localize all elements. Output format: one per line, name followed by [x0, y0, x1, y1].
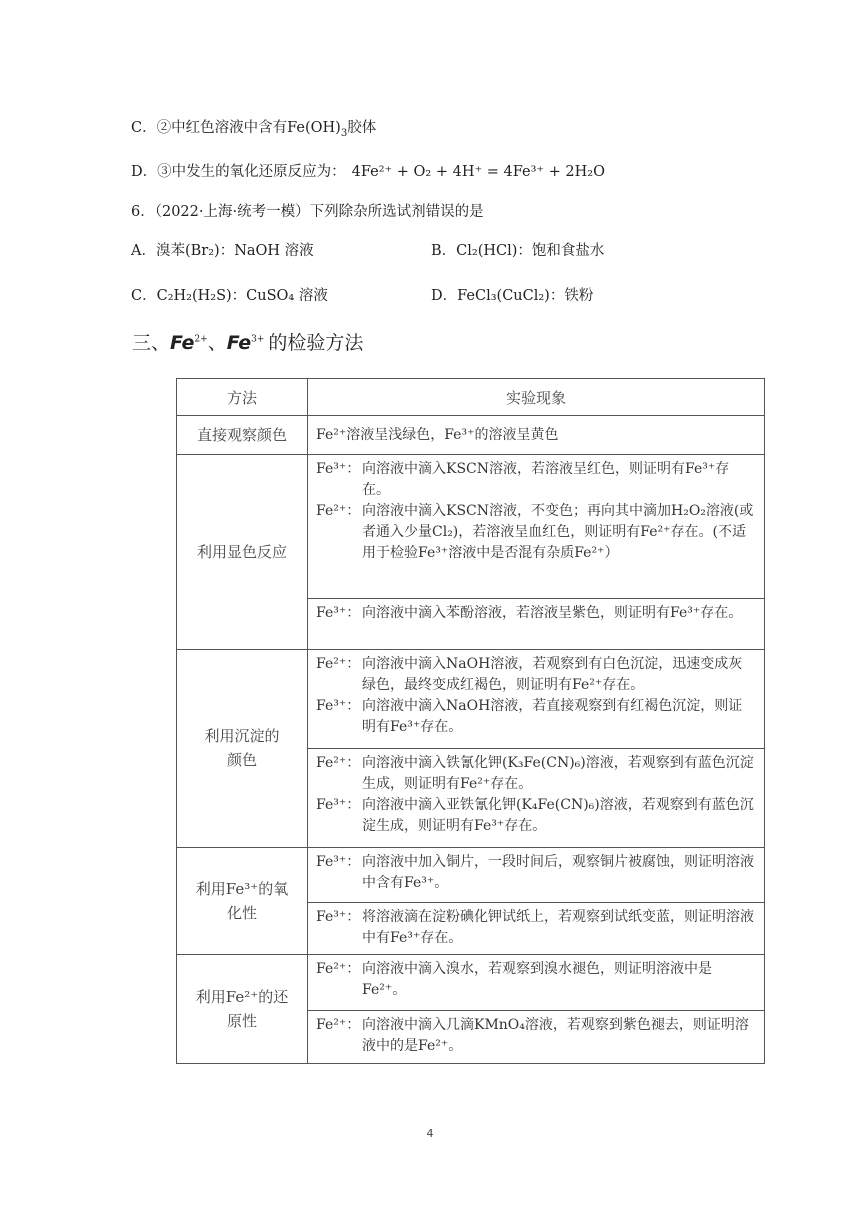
desc-precip-1 — [308, 649, 765, 748]
option-d-label: D． — [131, 164, 158, 180]
entry-color-2a — [316, 603, 756, 624]
entry-tag: Fe²⁺： — [316, 502, 361, 519]
method-red — [177, 954, 308, 1064]
q6-option-b — [431, 241, 604, 261]
method-precip-line1: 利用沉淀的 — [204, 727, 280, 746]
q6-option-b-label: B． — [431, 243, 457, 259]
question-6-stem: 6．（2022·上海·统考一模）下列除杂所选试剂错误的是 — [131, 204, 484, 220]
option-d — [131, 162, 605, 182]
option-d-equation: 4Fe²⁺ + O₂ + 4H⁺ = 4Fe³⁺ + 2H₂O — [351, 164, 605, 180]
entry-tag: Fe²⁺： — [316, 1017, 361, 1034]
entry-tag: Fe³⁺： — [316, 854, 361, 871]
entry-text: 向溶液中滴入苯酚溶液，若溶液呈紫色，则证明有Fe³⁺存在。 — [362, 604, 743, 621]
entry-oxid-1a — [316, 852, 756, 894]
section-ion-1-charge: 2+ — [194, 334, 208, 345]
section-ion-2: Fe — [226, 332, 252, 354]
q6-option-d — [431, 286, 593, 306]
entry-precip-2b — [316, 795, 756, 837]
q6-option-c — [131, 286, 328, 306]
entry-tag: Fe²⁺： — [316, 754, 361, 771]
entry-color-1b — [316, 501, 756, 564]
q6-option-c-label: C． — [131, 288, 157, 304]
entry-text: 向溶液中滴入几滴KMnO₄溶液，若观察到紫色褪去，则证明溶液中的是Fe²⁺。 — [362, 1017, 749, 1055]
method-oxid-line2: 化性 — [226, 903, 257, 922]
option-c-text-after: 胶体 — [347, 120, 377, 136]
method-oxid-line1: 利用Fe³⁺的氧 — [195, 879, 289, 898]
entry-precip-1a — [316, 654, 756, 696]
entry-tag: Fe³⁺： — [316, 697, 361, 714]
option-c-label: C． — [131, 120, 157, 136]
header-phenomenon: 实验现象 — [308, 379, 765, 416]
entry-text: 向溶液中滴入NaOH溶液，若直接观察到有红褐色沉淀，则证明有Fe³⁺存在。 — [362, 697, 743, 735]
desc-color-2 — [308, 598, 765, 649]
entry-tag: Fe³⁺： — [316, 908, 361, 925]
q6-option-d-text: FeCl₃(CuCl₂)：铁粉 — [457, 288, 594, 304]
method-precip — [177, 649, 308, 848]
option-c-formula-sub: 3 — [340, 127, 348, 139]
method-red-line1: 利用Fe²⁺的还 — [195, 987, 289, 1006]
entry-red-2a — [316, 1015, 756, 1057]
q6-option-d-label: D． — [431, 288, 458, 304]
desc-red-1 — [308, 954, 765, 1011]
table-row-precip-1 — [177, 649, 765, 748]
table-row-color-1 — [177, 454, 765, 598]
entry-precip-2a — [316, 753, 756, 795]
q6-option-a-text: 溴苯(Br₂)：NaOH 溶液 — [155, 243, 314, 259]
option-c-formula: Fe(OH) — [287, 120, 341, 136]
section-prefix: 三、 — [132, 332, 171, 354]
desc-oxid-2 — [308, 902, 765, 954]
desc-red-2 — [308, 1011, 765, 1064]
entry-precip-1b — [316, 696, 756, 738]
section-sep: 、 — [207, 332, 227, 354]
q6-option-a-label: A． — [131, 243, 156, 259]
desc-precip-2 — [308, 748, 765, 847]
entry-red-1a — [316, 959, 756, 1001]
entry-text: 向溶液中滴入KSCN溶液，不变色；再向其中滴加H₂O₂溶液(或者通入少量Cl₂)，若溶液呈血红色，则证明有Fe²⁺存在。(不适用于检验Fe³⁺溶液中是否混有杂质Fe²⁺） — [362, 502, 754, 561]
header-method: 方法 — [177, 379, 308, 416]
desc-direct: Fe²⁺溶液呈浅绿色，Fe³⁺的溶液呈黄色 — [308, 416, 765, 455]
entry-text: 将溶液滴在淀粉碘化钾试纸上，若观察到试纸变蓝，则证明溶液中有Fe³⁺存在。 — [362, 908, 754, 946]
entry-text: 向溶液中滴入溴水，若观察到溴水褪色，则证明溶液中是Fe²⁺。 — [362, 960, 712, 998]
q6-option-b-text: Cl₂(HCl)：饱和食盐水 — [456, 243, 605, 259]
iron-ion-test-table — [176, 378, 765, 1064]
entry-tag: Fe³⁺： — [316, 460, 361, 477]
option-c-text-before: ②中红色溶液中含有 — [156, 120, 288, 136]
section-heading — [132, 330, 363, 356]
method-color: 利用显色反应 — [177, 454, 308, 649]
section-ion-2-charge: 3+ — [251, 334, 265, 345]
table-row-red-1 — [177, 954, 765, 1011]
entry-tag: Fe²⁺： — [316, 960, 361, 977]
section-ion-1: Fe — [170, 332, 195, 354]
entry-tag: Fe²⁺： — [316, 655, 361, 672]
page-number: 4 — [426, 1127, 434, 1140]
table-row-direct — [177, 416, 765, 455]
method-red-line2: 原性 — [226, 1011, 257, 1030]
table-header-row — [177, 379, 765, 416]
method-oxid — [177, 848, 308, 954]
method-direct: 直接观察颜色 — [177, 416, 308, 455]
option-d-text: ③中发生的氧化还原反应为： — [157, 164, 346, 180]
desc-oxid-1 — [308, 848, 765, 903]
desc-color-1 — [308, 454, 765, 598]
entry-oxid-2a — [316, 907, 756, 949]
entry-text: 向溶液中滴入亚铁氰化钾(K₄Fe(CN)₆)溶液，若观察到有蓝色沉淀生成，则证明有Fe³⁺存在。 — [362, 796, 754, 834]
entry-tag: Fe³⁺： — [316, 796, 361, 813]
entry-text: 向溶液中滴入NaOH溶液，若观察到有白色沉淀，迅速变成灰绿色，最终变成红褐色，则证明有Fe²⁺存在。 — [362, 655, 743, 693]
entry-color-1a — [316, 459, 756, 501]
section-suffix: 的检验方法 — [268, 332, 364, 354]
q6-option-a — [131, 241, 314, 261]
entry-text: 向溶液中滴入KSCN溶液，若溶液呈红色，则证明有Fe³⁺存在。 — [362, 460, 730, 498]
method-precip-line2: 颜色 — [226, 751, 257, 770]
option-c — [131, 118, 376, 138]
entry-text: 向溶液中滴入铁氰化钾(K₃Fe(CN)₆)溶液，若观察到有蓝色沉淀生成，则证明有Fe²⁺存在。 — [362, 754, 754, 792]
q6-option-c-text: C₂H₂(H₂S)：CuSO₄ 溶液 — [156, 288, 328, 304]
entry-text: 向溶液中加入铜片，一段时间后，观察铜片被腐蚀，则证明溶液中含有Fe³⁺。 — [362, 854, 754, 892]
entry-tag: Fe³⁺： — [316, 604, 361, 621]
table-row-oxid-1 — [177, 848, 765, 903]
